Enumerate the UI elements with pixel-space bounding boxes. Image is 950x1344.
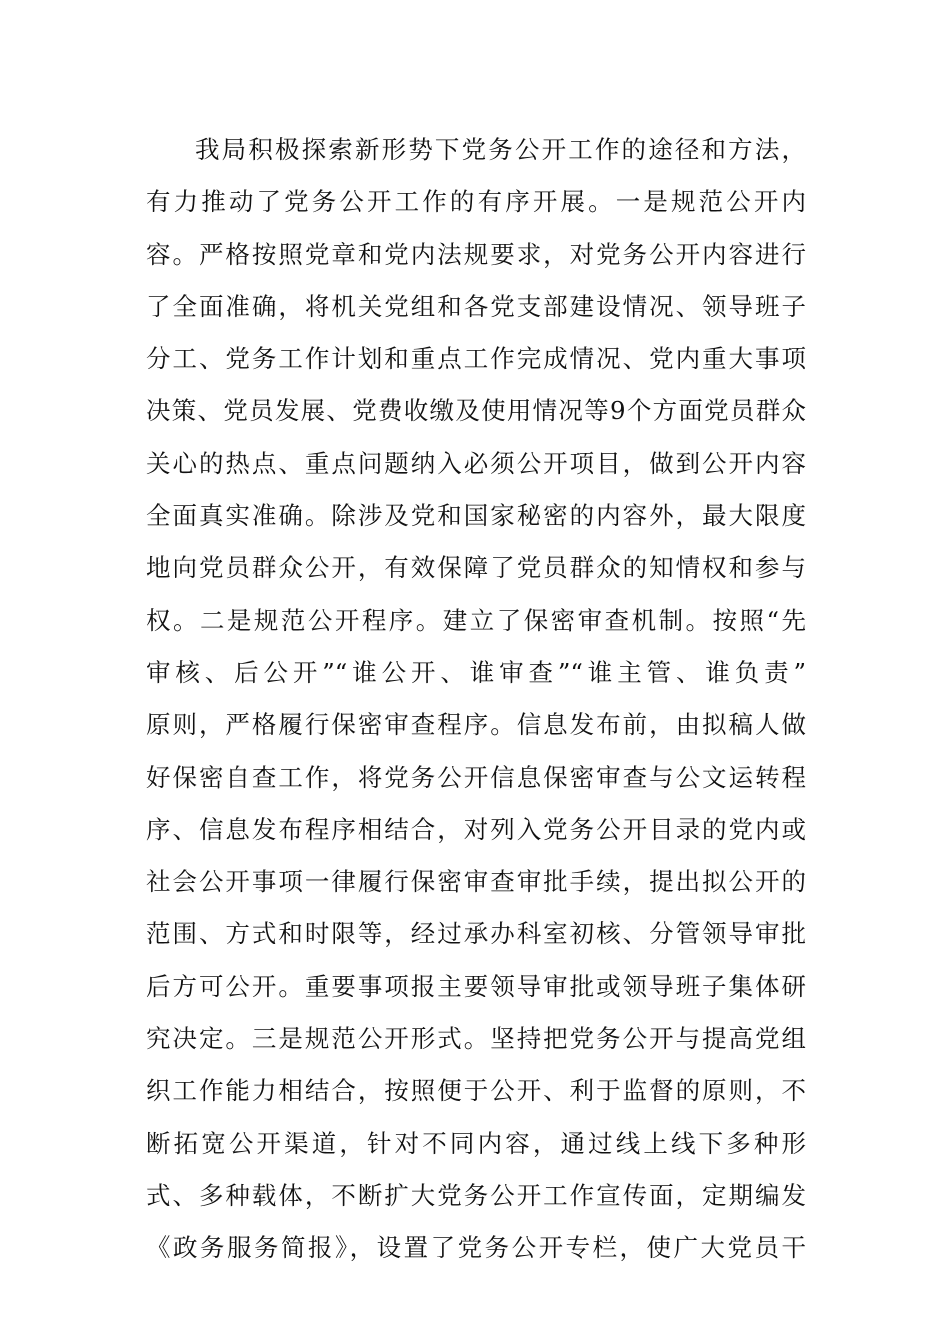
text-line: 范围、方式和时限等，经过承办科室初核、分管领导审批 (146, 919, 806, 949)
text-line: 好保密自查工作，将党务公开信息保密审查与公文运转程 (146, 762, 806, 792)
text-line: 社会公开事项一律履行保密审查审批手续，提出拟公开的 (146, 867, 806, 897)
text-line: 地向党员群众公开，有效保障了党员群众的知情权和参与 (146, 553, 806, 583)
text-line: 断拓宽公开渠道，针对不同内容，通过线上线下多种形 (146, 1128, 806, 1158)
body-paragraph (146, 124, 806, 1275)
text-line: 序、信息发布程序相结合，对列入党务公开目录的党内或 (146, 814, 806, 844)
text-line: 全面真实准确。除涉及党和国家秘密的内容外，最大限度 (146, 501, 806, 531)
text-line: 审核、后公开”“谁公开、谁审查”“谁主管、谁负责” (146, 657, 806, 687)
text-line: 了全面准确，将机关党组和各党支部建设情况、领导班子 (146, 291, 806, 321)
text-line: 织工作能力相结合，按照便于公开、利于监督的原则，不 (146, 1076, 806, 1106)
text-line: 有力推动了党务公开工作的有序开展。一是规范公开内 (146, 187, 806, 217)
text-line: 究决定。三是规范公开形式。坚持把党务公开与提高党组 (146, 1024, 806, 1054)
text-line: 我局积极探索新形势下党务公开工作的途径和方法， (195, 135, 806, 164)
text-line: 后方可公开。重要事项报主要领导审批或领导班子集体研 (146, 971, 806, 1001)
text-line: 决策、党员发展、党费收缴及使用情况等9个方面党员群众 (146, 396, 806, 426)
text-line: 《政务服务简报》，设置了党务公开专栏，使广大党员干 (146, 1233, 806, 1263)
text-line: 容。严格按照党章和党内法规要求，对党务公开内容进行 (146, 239, 806, 269)
text-line: 原则，严格履行保密审查程序。信息发布前，由拟稿人做 (146, 710, 806, 740)
text-line: 关心的热点、重点问题纳入必须公开项目，做到公开内容 (146, 448, 806, 478)
text-line: 式、多种载体，不断扩大党务公开工作宣传面，定期编发 (146, 1180, 806, 1210)
text-line: 分工、党务工作计划和重点工作完成情况、党内重大事项 (146, 344, 806, 374)
text-line: 权。二是规范公开程序。建立了保密审查机制。按照“先 (146, 605, 806, 635)
